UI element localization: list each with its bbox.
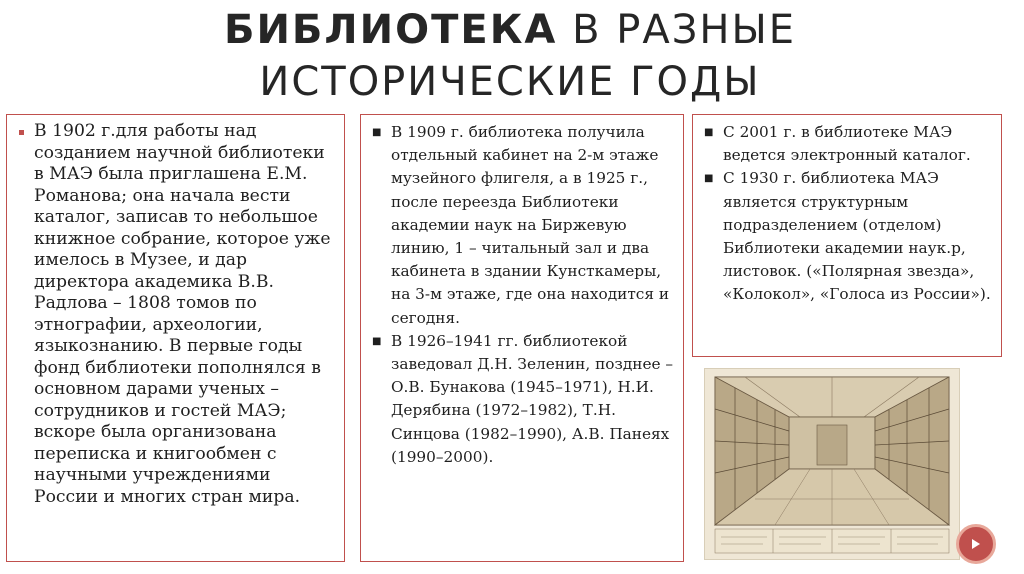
black-square-icon: ■ — [372, 335, 382, 347]
bullet-list-right — [701, 121, 993, 307]
list-item-text: С 2001 г. в библиотеке МАЭ ведется электронный каталог. — [723, 123, 971, 165]
title-line1-rest: В РАЗНЫЕ — [557, 7, 797, 53]
next-slide-button[interactable] — [956, 524, 996, 564]
black-square-icon: ■ — [372, 127, 382, 138]
list-item — [701, 167, 993, 306]
black-square-icon: ■ — [704, 127, 714, 138]
list-item — [369, 121, 675, 330]
next-slide-arrow-icon — [968, 536, 984, 552]
library-interior-illustration — [705, 369, 959, 559]
square-bullet-icon — [19, 130, 24, 135]
title-bold-word: БИБЛИОТЕКА — [223, 7, 558, 53]
text-box-left — [6, 114, 345, 562]
slide-title — [150, 4, 870, 108]
list-item-text: В 1909 г. библиотека получила отдельный кабинет на 2-м этаже музейного флигеля, а в 1925 г., после переезда Библиотеки академии наук на Биржевую линию, 1 – читальный зал и два кабинета в здании Кунсткамеры, на 3-м этаже, где она находится и сегодня. — [391, 123, 670, 327]
list-item — [369, 330, 675, 469]
title-line-2: ИСТОРИЧЕСКИЕ ГОДЫ — [259, 59, 761, 105]
bullet-list-left — [15, 121, 336, 508]
list-item-text: В 1902 г.для работы над созданием научной библиотеки в МАЭ была приглашена Е.М. Романова; она начала вести каталог, записав то небольшое книжное собрание, которое уже имелось в Музее, и дар директора академика В.В. Радлова – 1808 томов по этнографии, археологии, языкознанию. В первые годы фонд библиотеки пополнялся в основном дарами ученых – сотрудников и гостей МАЭ; вскоре была организована переписка и книгообмен с научными учреждениями России и многих стран мира. — [34, 121, 331, 507]
text-box-right — [692, 114, 1002, 357]
bullet-list-middle — [369, 121, 675, 469]
title-line-1 — [150, 4, 870, 56]
list-item-text: С 1930 г. библиотека МАЭ является структурным подразделением (отделом) Библиотеки академии наук.р, листовок. («Полярная звезда», «Колокол», «Голоса из России»). — [723, 169, 991, 304]
list-item-text: В 1926–1941 гг. библиотекой заведовал Д.Н. Зеленин, позднее – О.В. Бунакова (1945–1971), Н.И. Дерябина (1972–1982), Т.Н. Синцова (1982–1990), А.В. Панеях (1990–2000). — [391, 331, 674, 466]
text-box-middle — [360, 114, 684, 562]
list-item — [15, 121, 336, 508]
black-square-icon: ■ — [704, 173, 714, 185]
list-item — [701, 121, 993, 167]
library-engraving-image — [704, 368, 960, 560]
